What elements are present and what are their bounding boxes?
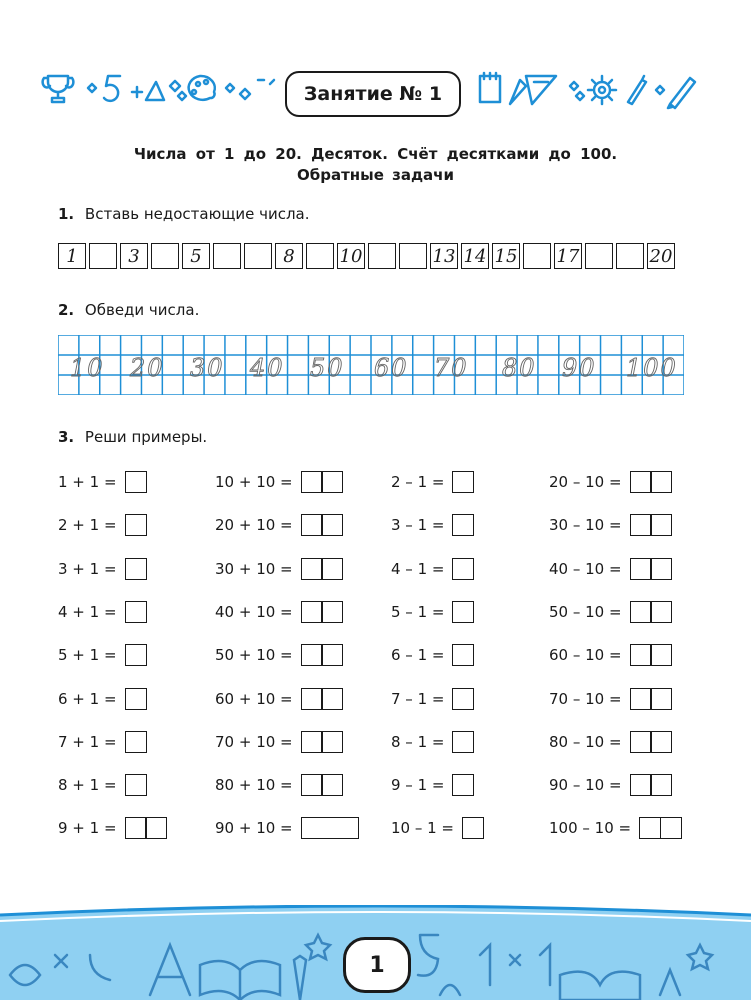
answer-box[interactable] [125,817,166,839]
exercise-expression: 8 – 1 = [391,732,445,751]
answer-box[interactable] [452,514,474,536]
answer-box[interactable] [462,817,484,839]
answer-box[interactable] [630,601,671,623]
answer-box[interactable] [301,514,342,536]
answer-box[interactable] [452,774,474,796]
answer-box[interactable] [630,514,671,536]
task-3-title [58,428,207,446]
exercise-expression: 40 + 10 = [215,602,293,621]
task-1-title [58,205,310,223]
exercise-expression: 9 – 1 = [391,776,445,795]
answer-box[interactable] [301,601,342,623]
answer-box[interactable] [301,471,342,493]
answer-box[interactable] [125,471,147,493]
answer-box[interactable] [452,688,474,710]
exercise [391,643,474,667]
exercise-expression: 30 – 10 = [549,516,622,535]
exercise [549,643,671,667]
answer-box[interactable] [125,731,147,753]
number-cell[interactable] [306,243,334,269]
task-1-number-row [58,243,678,269]
answer-box[interactable] [452,558,474,580]
exercise [391,470,474,494]
exercise-expression: 70 – 10 = [549,689,622,708]
number-cell[interactable]: 13 [430,243,458,269]
exercise [58,643,147,667]
exercise [391,773,474,797]
answer-box[interactable] [125,644,147,666]
number-cell[interactable]: 1 [58,243,86,269]
exercise-expression: 4 – 1 = [391,559,445,578]
exercise [215,513,342,537]
task-2-title [58,301,199,319]
exercise [549,470,671,494]
exercise [58,557,147,581]
number-cell[interactable]: 8 [275,243,303,269]
exercise-expression: 8 + 1 = [58,776,117,795]
trace-number: 40 [250,354,285,382]
exercise [391,513,474,537]
answer-box[interactable] [630,688,671,710]
answer-box[interactable] [630,644,671,666]
answer-box[interactable] [301,688,342,710]
number-cell[interactable]: 14 [461,243,489,269]
number-cell[interactable]: 17 [554,243,582,269]
exercise [58,773,147,797]
exercise-expression: 4 + 1 = [58,602,117,621]
answer-box[interactable] [301,644,342,666]
exercise-expression: 5 – 1 = [391,602,445,621]
exercise-expression: 90 – 10 = [549,776,622,795]
exercise [215,600,342,624]
answer-box[interactable] [452,471,474,493]
answer-box[interactable] [630,558,671,580]
number-cell[interactable] [585,243,613,269]
lesson-title: Занятие № 1 [285,71,461,117]
answer-box[interactable] [301,774,342,796]
trace-number: 100 [626,354,678,382]
exercise [58,687,147,711]
exercise-expression: 70 + 10 = [215,732,293,751]
exercise [549,557,671,581]
exercise [215,557,342,581]
exercise [549,730,671,754]
exercise [549,687,671,711]
task-2-number: 2. [58,301,75,319]
exercise-expression: 2 – 1 = [391,473,445,491]
exercise [215,687,342,711]
exercise-expression: 2 + 1 = [58,516,117,535]
exercise-expression: 7 + 1 = [58,732,117,751]
page-number: 1 [343,937,411,993]
exercise [215,730,342,754]
exercise-expression: 7 – 1 = [391,689,445,708]
number-cell[interactable] [368,243,396,269]
trace-number: 50 [310,354,345,382]
answer-box[interactable] [630,731,671,753]
number-cell[interactable] [616,243,644,269]
answer-box[interactable] [630,774,671,796]
exercise [215,470,342,494]
number-cell[interactable] [523,243,551,269]
tracing-grid[interactable] [58,335,684,395]
number-cell[interactable]: 3 [120,243,148,269]
exercise [549,816,680,840]
exercise-expression: 1 + 1 = [58,473,117,491]
exercise-expression: 6 + 1 = [58,689,117,708]
answer-box[interactable] [301,731,342,753]
answer-box[interactable] [452,644,474,666]
exercise [58,730,147,754]
exercise [215,643,342,667]
answer-box[interactable] [452,601,474,623]
trace-number: 10 [70,354,105,382]
number-cell[interactable] [244,243,272,269]
exercise [391,557,474,581]
answer-box[interactable] [452,731,474,753]
exercise-expression: 3 – 1 = [391,516,445,535]
task-2-instruction: Обведи числа. [84,301,200,319]
trace-number: 20 [130,354,165,382]
trace-number: 90 [562,354,597,382]
exercise-expression: 9 + 1 = [58,819,117,838]
exercise [391,600,474,624]
exercise [549,600,671,624]
exercise [391,687,474,711]
answer-box[interactable] [630,471,671,493]
trace-number: 30 [190,354,225,382]
number-cell[interactable]: 10 [337,243,365,269]
exercise-expression: 60 – 10 = [549,646,622,665]
answer-box[interactable] [301,558,342,580]
task-3-number: 3. [58,428,75,446]
trace-number: 70 [434,354,469,382]
number-cell[interactable]: 5 [182,243,210,269]
school-icons-left-decoration [40,70,280,110]
exercise-expression: 60 + 10 = [215,689,293,708]
exercise-expression: 80 + 10 = [215,776,293,795]
exercise-expression: 6 – 1 = [391,646,445,665]
number-cell[interactable] [213,243,241,269]
answer-box[interactable] [301,817,359,839]
answer-box[interactable] [125,558,147,580]
exercise-expression: 10 – 1 = [391,819,455,838]
number-cell[interactable]: 20 [647,243,675,269]
task-3-instruction: Реши примеры. [84,428,208,446]
exercise [215,816,359,840]
exercise [391,730,474,754]
exercise [549,773,671,797]
exercise [58,600,147,624]
task-1-instruction: Вставь недостающие числа. [84,205,310,223]
exercise-expression: 10 + 10 = [215,473,293,491]
answer-box[interactable] [125,601,147,623]
answer-box[interactable] [125,688,147,710]
task-1-number: 1. [58,205,75,223]
answer-box[interactable] [125,774,147,796]
topic-line-1: Числа от 1 до 20. Десяток. Счёт десятками до 100. [133,145,618,163]
topic-line-2: Обратные задачи [297,166,454,184]
exercise-expression: 90 + 10 = [215,819,293,838]
number-cell[interactable]: 15 [492,243,520,269]
answer-box[interactable] [125,514,147,536]
exercise [391,816,484,840]
exercise [58,470,147,494]
trace-number: 60 [374,354,409,382]
exercise-expression: 5 + 1 = [58,646,117,665]
exercise-expression: 30 + 10 = [215,559,293,578]
exercise-expression: 50 + 10 = [215,646,293,665]
lesson-header [0,62,751,132]
exercise [58,513,147,537]
exercise-expression: 20 – 10 = [549,473,622,491]
answer-box[interactable] [639,817,680,839]
exercise-expression: 100 – 10 = [549,819,632,838]
exercise [549,513,671,537]
school-icons-right-decoration [470,70,710,110]
trace-number: 80 [502,354,537,382]
exercise [215,773,342,797]
exercise-expression: 40 – 10 = [549,559,622,578]
exercise-expression: 3 + 1 = [58,559,117,578]
number-cell[interactable] [399,243,427,269]
number-cell[interactable] [151,243,179,269]
exercise [58,816,166,840]
exercise-expression: 50 – 10 = [549,602,622,621]
number-cell[interactable] [89,243,117,269]
exercise-expression: 20 + 10 = [215,516,293,535]
exercise-expression: 80 – 10 = [549,732,622,751]
